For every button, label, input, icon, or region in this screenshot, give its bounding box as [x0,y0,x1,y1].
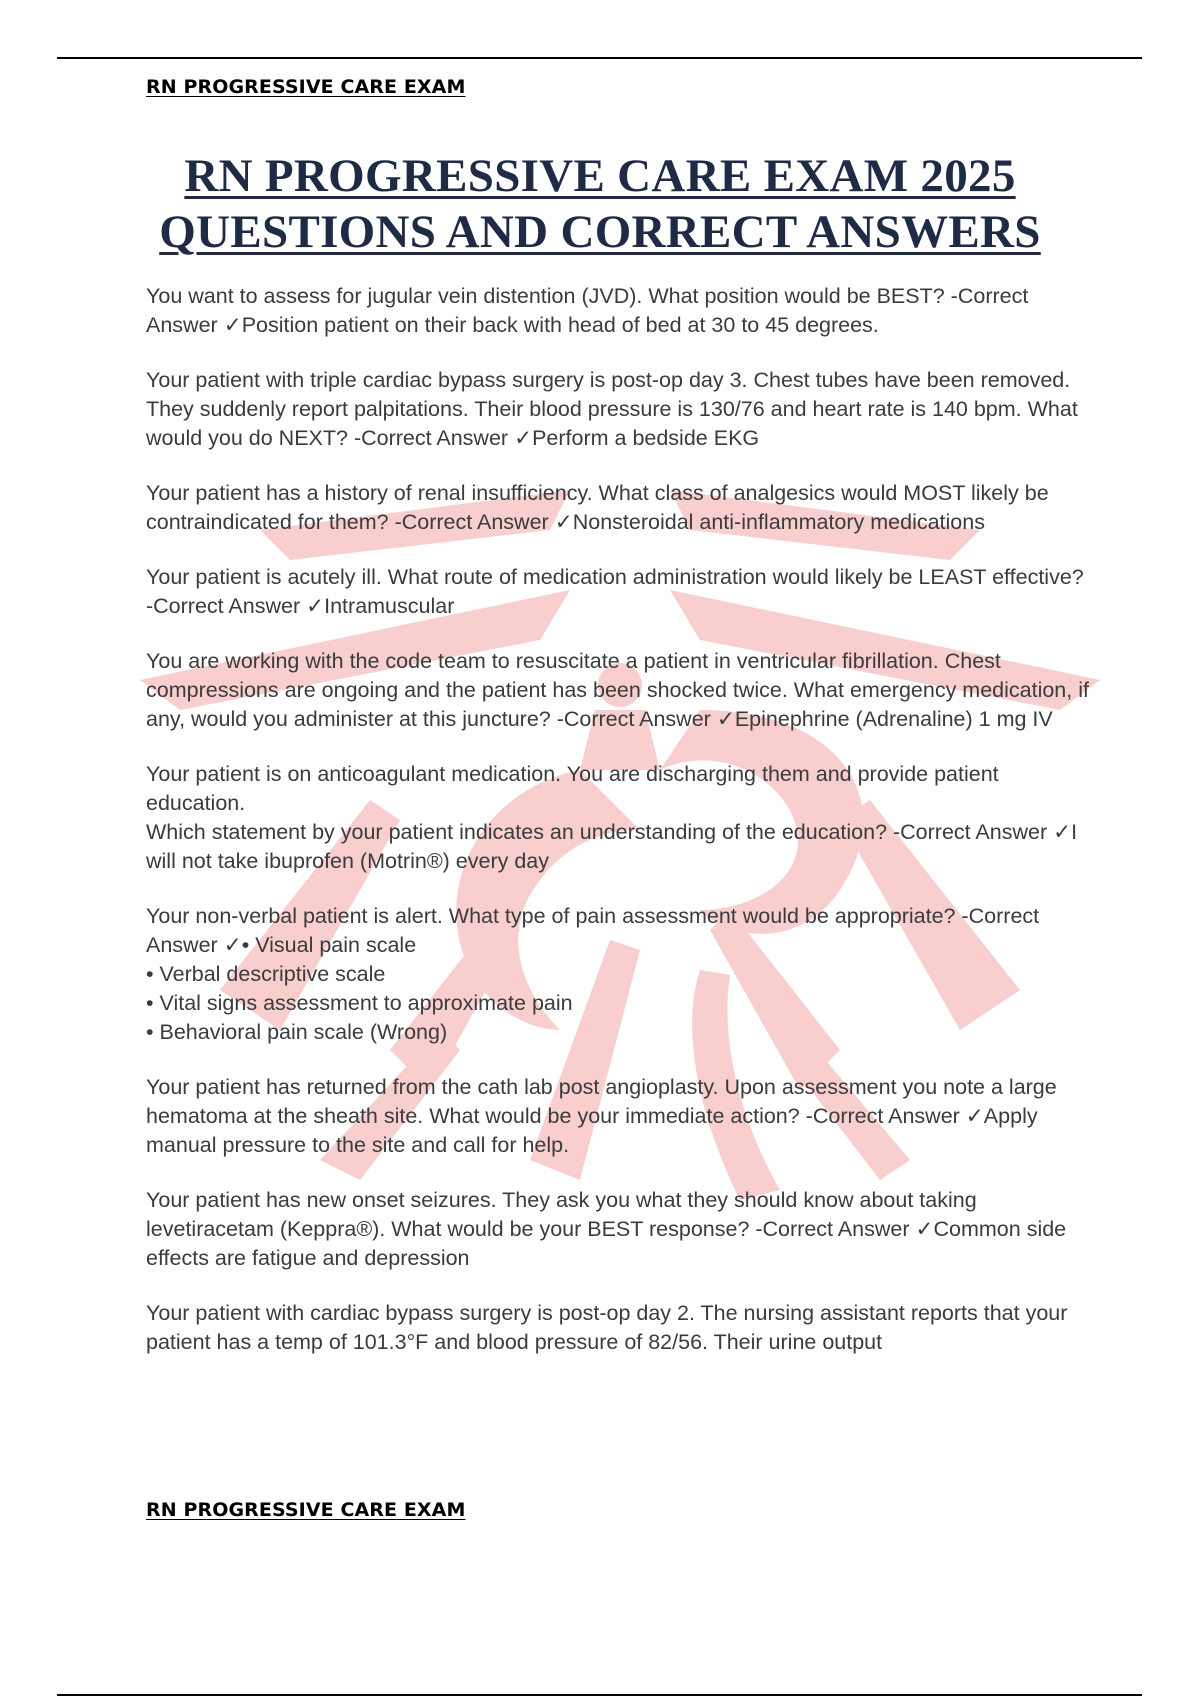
answer-text: ✓Common side effects are fatigue and depression [146,1217,1067,1270]
question-text: Your patient has returned from the cath lab post angioplasty. Upon assessment you note a large hematoma at the sheath site. What would be your immediate action? -Correct Answer [146,1075,1057,1128]
running-header: RN PROGRESSIVE CARE EXAM [146,76,466,98]
qa-item [146,902,1092,1047]
qa-item [146,563,1092,621]
top-rule [57,57,1142,59]
running-footer: RN PROGRESSIVE CARE EXAM [146,1499,466,1521]
question-text: Your patient has new onset seizures. They ask you what they should know about taking levetiracetam (Keppra®). What would be your BEST response? -Correct Answer [146,1188,977,1241]
question-text: Your non-verbal patient is alert. What type of pain assessment would be appropriate? -Correct Answer [146,904,1040,957]
answer-text: ✓Epinephrine (Adrenaline) 1 mg IV [716,707,1053,731]
answer-text: ✓I will not take ibuprofen (Motrin®) every day [146,820,1078,873]
qa-item [146,282,1092,340]
answer-text: ✓Position patient on their back with head of bed at 30 to 45 degrees. [223,313,879,337]
answer-text: ✓Nonsteroidal anti-inflammatory medications [554,510,985,534]
answer-text: ✓Perform a bedside EKG [514,426,760,450]
qa-item [146,479,1092,537]
qa-item [146,760,1092,876]
qa-item [146,1073,1092,1160]
answer-text: ✓Apply manual pressure to the site and call for help. [146,1104,1038,1157]
question-text: You are working with the code team to resuscitate a patient in ventricular fibrillation. Chest compressions are ongoing and the patient has been shocked twice. What emergency medication, if any, would you administer at this juncture? -Correct Answer [146,649,1089,731]
question-text: Your patient is on anticoagulant medication. You are discharging them and provide patient education. [146,762,999,815]
qa-item [146,366,1092,453]
question-text: Your patient has a history of renal insufficiency. What class of analgesics would MOST likely be contraindicated for them? -Correct Answer [146,481,1049,534]
question-text: Your patient with triple cardiac bypass surgery is post-op day 3. Chest tubes have been removed. They suddenly report palpitations. Their blood pressure is 130/76 and heart rate is 140 bpm. What would you do NEXT? -Correct Answer [146,368,1078,450]
bottom-rule [57,1694,1142,1696]
qa-list [146,282,1092,1383]
qa-item [146,1186,1092,1273]
qa-item [146,647,1092,734]
document-title [60,148,1140,260]
answer-option: • Vital signs assessment to approximate pain [146,991,573,1015]
title-line-2: QUESTIONS AND CORRECT ANSWERS [159,206,1041,258]
question-text: Your patient is acutely ill. What route of medication administration would likely be LEAST effective? -Correct Answer [146,565,1084,618]
question-text-continued: Which statement by your patient indicates an understanding of the education? -Correct Answer [146,820,1048,844]
qa-item [146,1299,1092,1357]
answer-text: ✓Intramuscular [306,594,455,618]
answer-option: • Behavioral pain scale (Wrong) [146,1020,448,1044]
question-text: You want to assess for jugular vein distention (JVD). What position would be BEST? -Correct Answer [146,284,1029,337]
answer-text: ✓• Visual pain scale [223,933,417,957]
title-line-1: RN PROGRESSIVE CARE EXAM 2025 [184,150,1016,202]
answer-option: • Verbal descriptive scale [146,962,386,986]
question-text: Your patient with cardiac bypass surgery is post-op day 2. The nursing assistant reports that your patient has a temp of 101.3°F and blood pressure of 82/56. Their urine output [146,1301,1068,1354]
